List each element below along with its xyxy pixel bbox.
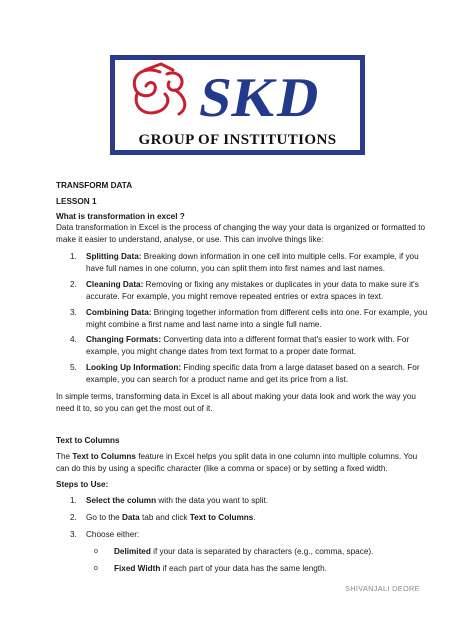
text-to-columns-paragraph bbox=[56, 451, 426, 474]
list-item bbox=[70, 362, 430, 385]
list-term: Combining Data: bbox=[86, 308, 152, 317]
list-number: 1. bbox=[70, 252, 77, 261]
summary-paragraph: In simple terms, transforming data in Excel is all about making your data look and work the way you need it to, so you can get the most out of it. bbox=[56, 392, 416, 413]
institution-logo bbox=[110, 55, 365, 155]
step-text: tab and click bbox=[139, 513, 190, 522]
step-item bbox=[70, 512, 430, 524]
circle-bullet-icon: o bbox=[94, 565, 98, 572]
list-text: Converting data into a different format that's easier to work with. For example, you might change dates from text format to a proper date format. bbox=[86, 335, 410, 356]
list-term: Changing Formats: bbox=[86, 335, 162, 344]
sub-emphasis: Delimited bbox=[114, 547, 151, 556]
list-item bbox=[70, 307, 430, 330]
list-text: Removing or fixing any mistakes or duplicates in your data to make sure it's accurate. For example, you might remove repeated entries or extra spaces in text. bbox=[86, 280, 419, 301]
lesson-label: LESSON 1 bbox=[56, 197, 97, 206]
list-term: Looking Up Information: bbox=[86, 363, 182, 372]
paragraph-text: feature in Excel helps you split data in one column into multiple columns. You can do this by using a specific character (like a comma or space) or by setting a fixed width. bbox=[56, 452, 418, 473]
sub-emphasis: Fixed Width bbox=[114, 564, 161, 573]
logo-letters: SKD bbox=[194, 67, 327, 129]
step-text: Choose either: bbox=[86, 530, 140, 539]
step-text: . bbox=[253, 513, 256, 522]
list-number: 2. bbox=[70, 280, 77, 289]
logo-tagline: GROUP OF INSTITUTIONS bbox=[138, 132, 337, 148]
step-emphasis: Text to Columns bbox=[189, 513, 254, 522]
list-item bbox=[70, 251, 430, 274]
list-number: 3. bbox=[70, 308, 77, 317]
sub-text: if each part of your data has the same length. bbox=[160, 564, 327, 573]
list-text: Bringing together information from different cells into one. For example, you might combine a first name and last name into a single full name. bbox=[86, 308, 428, 329]
circle-bullet-icon: o bbox=[94, 548, 98, 555]
sub-bullet-item bbox=[94, 563, 434, 575]
step-text: with the data you want to split. bbox=[156, 496, 269, 505]
step-number: 1. bbox=[70, 496, 77, 505]
footer-author: SHIVANJALI DEORE bbox=[345, 584, 420, 593]
intro-paragraph: Data transformation in Excel is the process of changing the way your data is organized or formatted to make it easier to understand, analyse, or use. This can involve things like: bbox=[56, 223, 426, 244]
list-item bbox=[70, 279, 430, 302]
paragraph-text: The bbox=[56, 452, 73, 461]
list-number: 5. bbox=[70, 363, 77, 372]
step-text: Go to the bbox=[86, 513, 122, 522]
doc-heading: TRANSFORM DATA bbox=[56, 181, 133, 190]
step-item bbox=[70, 529, 430, 541]
steps-heading: Steps to Use: bbox=[56, 480, 109, 489]
list-text: Finding specific data from a large dataset based on a search. For example, you can search for a product name and get its price from a list. bbox=[86, 363, 420, 384]
step-number: 2. bbox=[70, 513, 77, 522]
sub-text: if your data is separated by characters (e.g., comma, space). bbox=[150, 547, 374, 556]
section-heading-text-to-columns: Text to Columns bbox=[56, 436, 120, 445]
sub-bullet-item bbox=[94, 546, 434, 558]
list-item bbox=[70, 334, 430, 357]
list-text: Breaking down information in one cell into multiple cells. For example, if you have full names in one column, you can split them into first names and last names. bbox=[86, 252, 419, 273]
step-emphasis: Data bbox=[121, 513, 140, 522]
question-heading: What is transformation in excel ? bbox=[56, 212, 185, 221]
list-term: Splitting Data: bbox=[86, 252, 142, 261]
list-number: 4. bbox=[70, 335, 77, 344]
list-term: Cleaning Data: bbox=[86, 280, 144, 289]
paragraph-emphasis: Text to Columns bbox=[72, 452, 136, 461]
step-emphasis: Select the column bbox=[86, 496, 157, 505]
step-number: 3. bbox=[70, 530, 77, 539]
step-item bbox=[70, 495, 430, 507]
